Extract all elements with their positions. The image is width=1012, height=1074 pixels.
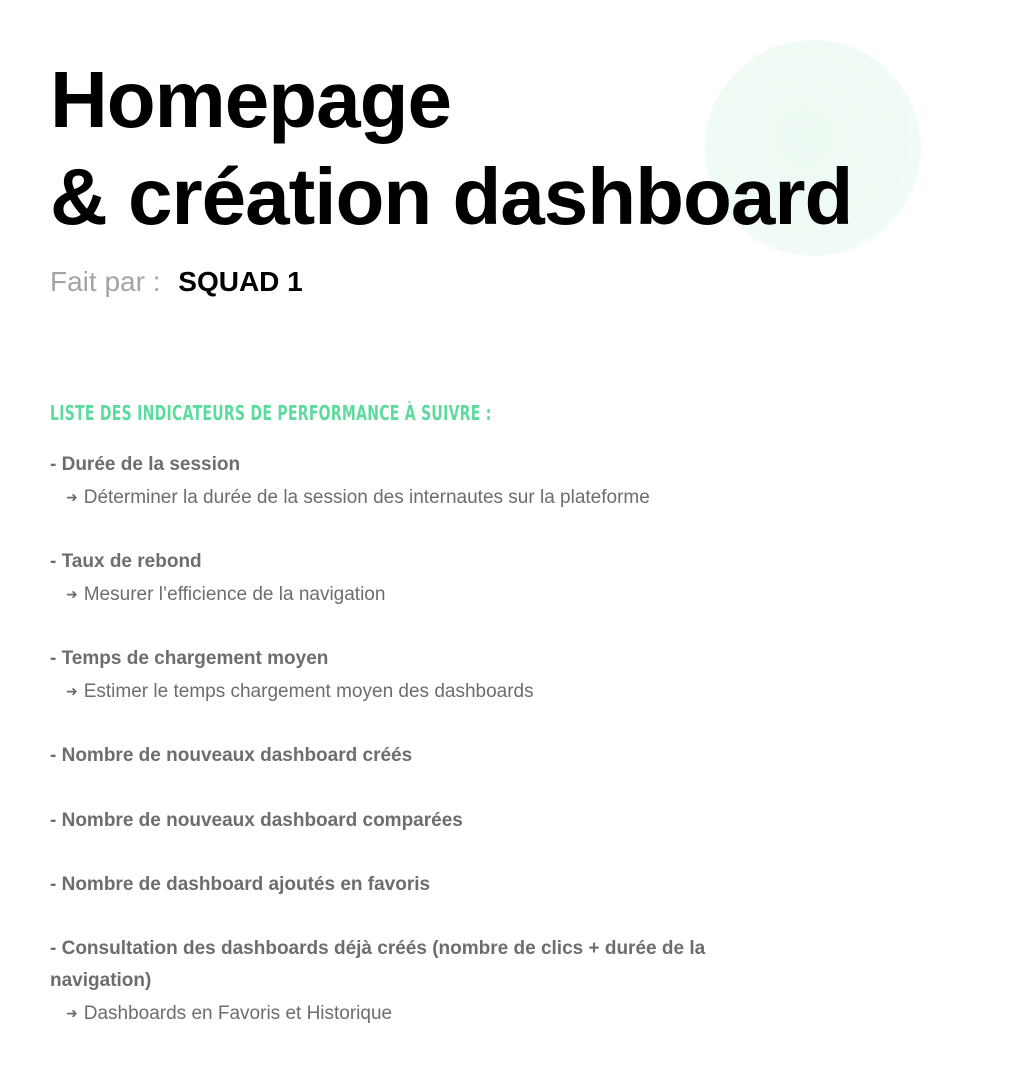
byline-author: SQUAD 1 (178, 266, 303, 297)
kpi-item-consultation (50, 933, 750, 1030)
arrow-right-icon: ➜ (66, 586, 78, 602)
kpi-detail-text: Dashboards en Favoris et Historique (83, 1003, 393, 1024)
kpi-section-heading: LISTE DES INDICATEURS DE PERFORMANCE À SUIVRE : (50, 401, 492, 425)
kpi-detail-text: Estimer le temps chargement moyen des dashboards (83, 681, 534, 702)
kpi-title: - Nombre de nouveaux dashboard comparées (50, 810, 463, 831)
kpi-detail (50, 481, 750, 514)
arrow-right-icon: ➜ (66, 489, 78, 505)
kpi-title: - Nombre de dashboard ajoutés en favoris (50, 874, 431, 895)
page-title-line-2: & création dashboard (50, 152, 853, 241)
kpi-detail (50, 675, 750, 708)
kpi-title: - Temps de chargement moyen (50, 648, 329, 669)
kpi-title: - Taux de rebond (50, 551, 202, 572)
kpi-title: - Consultation des dashboards déjà créés (nombre de clics + durée de la navigation) (50, 938, 706, 991)
page-title-line-1: Homepage (50, 55, 451, 144)
kpi-item-load-time (50, 643, 750, 708)
arrow-right-icon: ➜ (66, 1005, 78, 1021)
kpi-item-compared-dashboards (50, 805, 750, 837)
kpi-detail (50, 997, 750, 1030)
byline (50, 263, 303, 301)
kpi-item-favorite-dashboards (50, 869, 750, 901)
kpi-detail-text: Mesurer l’efficience de la navigation (83, 584, 386, 605)
kpi-title: - Durée de la session (50, 454, 241, 475)
kpi-item-new-dashboards (50, 740, 750, 772)
kpi-detail-text: Déterminer la durée de la session des internautes sur la plateforme (83, 487, 650, 508)
kpi-detail (50, 578, 750, 611)
kpi-item-bounce-rate (50, 546, 750, 611)
arrow-right-icon: ➜ (66, 683, 78, 699)
kpi-item-session-duration (50, 449, 750, 514)
kpi-title: - Nombre de nouveaux dashboard créés (50, 745, 413, 766)
byline-label: Fait par : (50, 266, 161, 297)
